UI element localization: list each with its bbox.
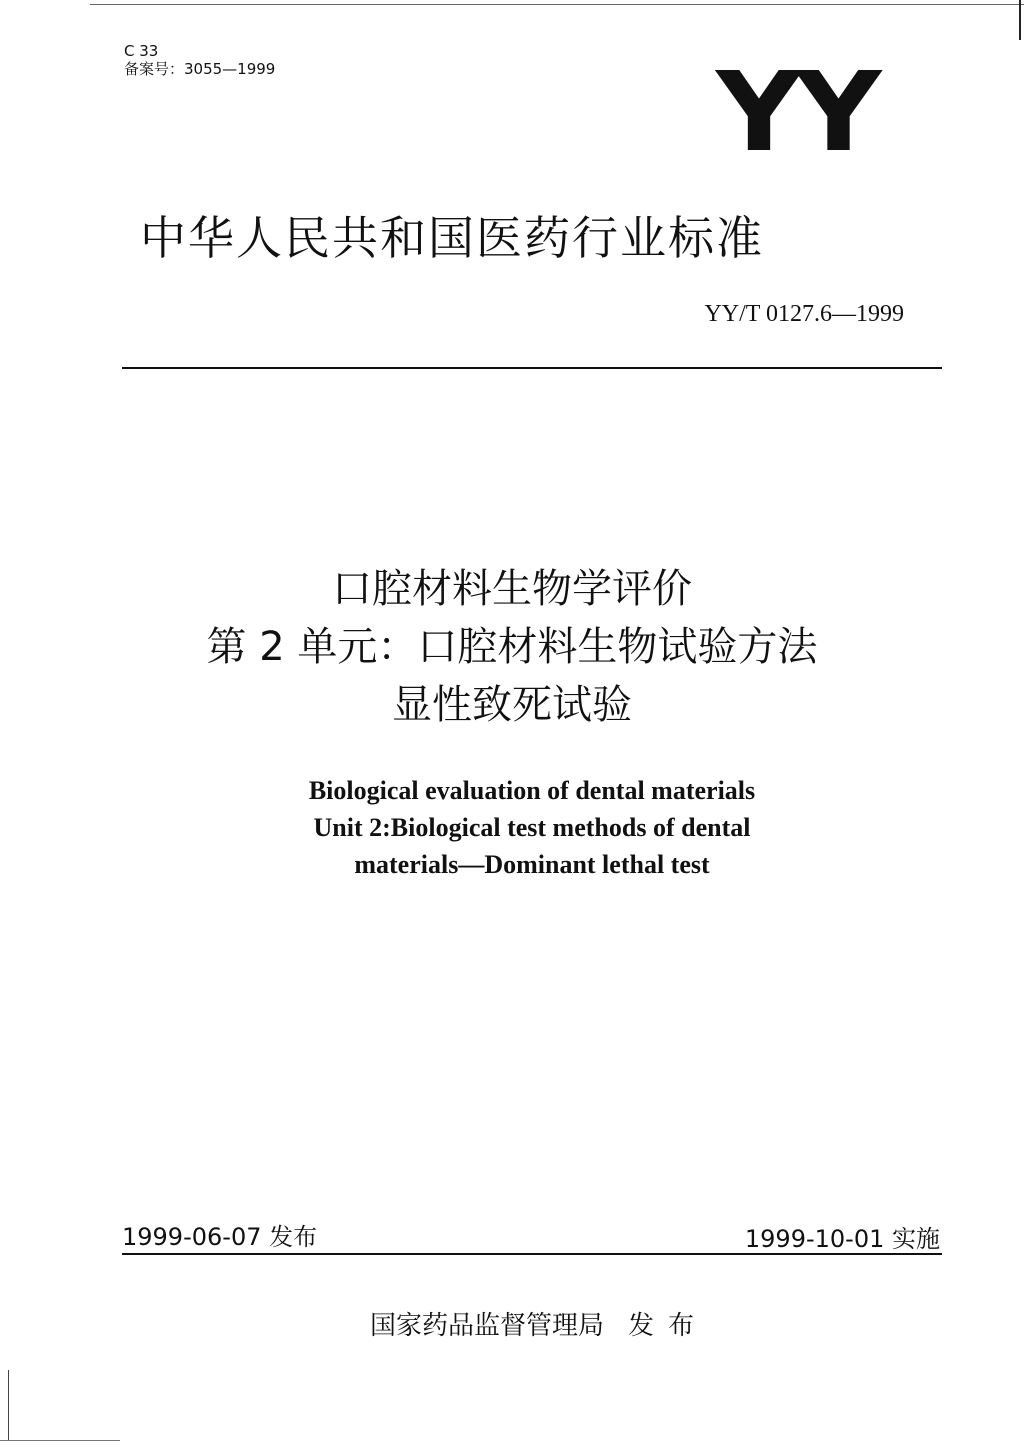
scan-border-top [90,4,1024,5]
issue-date: 1999-06-07 发布 [122,1223,318,1251]
standard-organization-title: 中华人民共和国医药行业标准 [140,211,764,265]
publisher-action: 发布 [628,1311,709,1341]
header-divider [122,367,942,369]
publisher [370,1310,708,1342]
standard-number: YY/T 0127.6—1999 [704,301,904,327]
implementation-date: 1999-10-01 实施 [744,1225,940,1253]
yy-logo [716,48,896,176]
chinese-title [0,560,1024,734]
chinese-title-line-3: 显性致死试验 [392,682,632,728]
english-title-line-3: materials—Dominant lethal test [354,850,710,879]
scan-border-left [8,1370,9,1440]
scan-border-bottom [0,1440,120,1441]
publisher-name: 国家药品监督管理局 [370,1311,605,1341]
footer-divider [122,1253,942,1255]
record-number: 备案号：3055—1999 [124,60,276,78]
english-title-line-1: Biological evaluation of dental materials [308,776,756,805]
chinese-title-line-1: 口腔材料生物学评价 [332,566,692,612]
yy-logo-text: YY [716,48,876,176]
chinese-title-line-2: 第 2 单元：口腔材料生物试验方法 [206,624,818,670]
scan-border-right [1019,0,1021,40]
english-title [0,772,1024,883]
classification-code: C 33 [124,42,159,60]
english-title-line-2: Unit 2:Biological test methods of dental [313,813,751,842]
